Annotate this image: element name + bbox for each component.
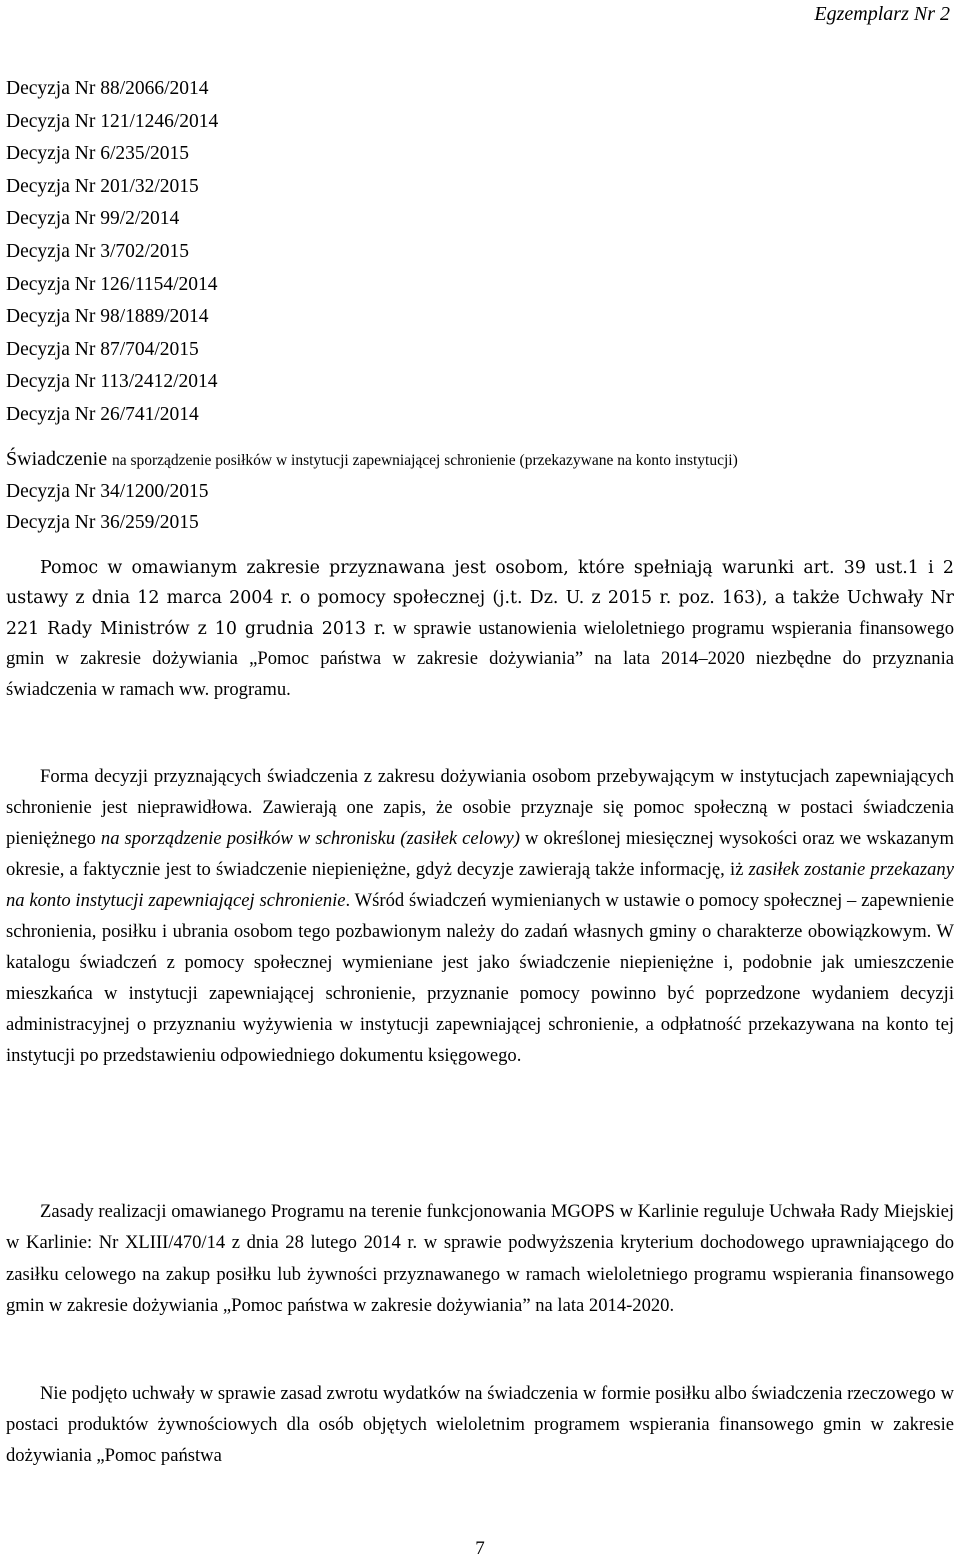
paragraph-decision-form-b: Zawierają one zapis, że osobie przyznaje się pomoc społeczną w postaci świadczenia pieniężnego — [6, 797, 954, 849]
paragraph-legal-basis-tail: w sprawie ustanowienia wieloletniego programu wspierania finansowego gmin w zakresie dożywiania „Pomoc państwa w zakresie dożywiania” na lata 2014–2020 niezbędne do przyznania świadczenia w ramach ww. programu. — [6, 617, 954, 700]
decision-item: Decyzja Nr 121/1246/2014 — [6, 110, 219, 132]
decision-item: Decyzja Nr 126/1154/2014 — [6, 273, 218, 295]
benefit-decision-item: Decyzja Nr 34/1200/2015 — [6, 481, 209, 502]
paragraph-no-resolution-text: Nie podjęto uchwały w sprawie zasad zwrotu wydatków na świadczenia w formie posiłku albo świadczenia rzeczowego w postaci produktów żywnościowych dla osób objętych wieloletnim programem wspierania finansowego gmin w zakresie dożywiania „Pomoc państwa — [6, 1383, 954, 1466]
decision-item: Decyzja Nr 98/1889/2014 — [6, 306, 209, 328]
paragraph-decision-form-d: . Wśród świadczeń wymienianych w ustawie o pomocy społecznej – zapewnienie schronienia, posiłku i ubrania osobom tego pozbawionym należy do zadań własnych gminy o charakterze obowiązkowym. W katalogu świadczeń z pomocy społecznej wymieniane jest jako świadczenie niepieniężne i, podobnie jak umieszczenie mieszkańca w instytucji zapewniającej schronienie, przyznanie pomocy powinno być poprzedzone wydaniem decyzji administracyjnej o przyznaniu wyżywienia w instytucji zapewniającej schronienie, a odpłatność przekazywana na konto tej instytucji po przedstawieniu odpowiedniego dokumentu księgowego. — [6, 890, 955, 1066]
decision-item: Decyzja Nr 113/2412/2014 — [6, 371, 218, 393]
decision-item: Decyzja Nr 88/2066/2014 — [6, 78, 209, 99]
copy-label: Egzemplarz Nr 2 — [814, 3, 950, 25]
paragraph-program-rules — [6, 1196, 954, 1321]
paragraph-decision-form-italic-1: na sporządzenie posiłków w schronisku (zasiłek celowy) — [100, 828, 520, 849]
decision-item: Decyzja Nr 87/704/2015 — [6, 338, 199, 360]
benefit-section — [6, 444, 956, 538]
paragraph-no-resolution — [6, 1378, 954, 1471]
paragraph-decision-form — [6, 761, 954, 1071]
decision-list — [6, 73, 606, 432]
decision-item: Decyzja Nr 99/2/2014 — [6, 208, 180, 230]
paragraph-program-rules-text: Zasady realizacji omawianego Programu na terenie funkcjonowania MGOPS w Karlinie reguluje Uchwała Rady Miejskiej w Karlinie: Nr XLIII/470/14 z dnia 28 lutego 2014 r. w sprawie podwyższenia kryterium dochodowego uprawniającego do zasiłku celowego na zakup posiłku lub żywności przyznawanego w ramach wieloletniego programu wspierania finansowego gmin w zakresie dożywiania „Pomoc państwa w zakresie dożywiania” na lata 2014-2020. — [6, 1201, 954, 1316]
benefit-title-word: Świadczenie — [6, 448, 108, 470]
decision-item: Decyzja Nr 6/235/2015 — [6, 143, 190, 165]
decision-item: Decyzja Nr 201/32/2015 — [6, 175, 199, 197]
decision-item: Decyzja Nr 3/702/2015 — [6, 240, 190, 262]
benefit-title — [6, 444, 956, 476]
paragraph-legal-basis-text: Pomoc w omawianym zakresie przyznawana jest osobom, które spełniają warunki art. 39 ust.1 i 2 ustawy z dnia 12 marca 2004 r. o pomocy społecznej (j.t. Dz. U. z 2015 r. poz. 163), a także Uchwały Nr 221 Rady Ministrów z 10 grudnia 2013 r. — [6, 558, 954, 639]
page-number: 7 — [475, 1538, 485, 1559]
paragraph-decision-form-c: w określonej miesięcznej wysokości oraz we wskazanym okresie, a faktycznie jest to świadczenie niepieniężne, gdyż decyzje zawierają także informację, iż — [6, 828, 954, 880]
paragraph-legal-basis — [6, 553, 954, 705]
decision-item: Decyzja Nr 26/741/2014 — [6, 403, 199, 425]
benefit-decision-item: Decyzja Nr 36/259/2015 — [6, 512, 199, 533]
paragraph-decision-form-a: Forma decyzji przyznających świadczenia z zakresu dożywiania osobom przebywającym w instytucjach zapewniających schronienie jest nieprawidłowa. — [6, 766, 954, 818]
paragraph-decision-form-italic-2: zasiłek zostanie przekazany na konto instytucji zapewniającej schronienie — [6, 859, 954, 911]
benefit-title-rest: na sporządzenie posiłków w instytucji zapewniającej schronienie (przekazywane na konto instytucji) — [111, 452, 738, 469]
